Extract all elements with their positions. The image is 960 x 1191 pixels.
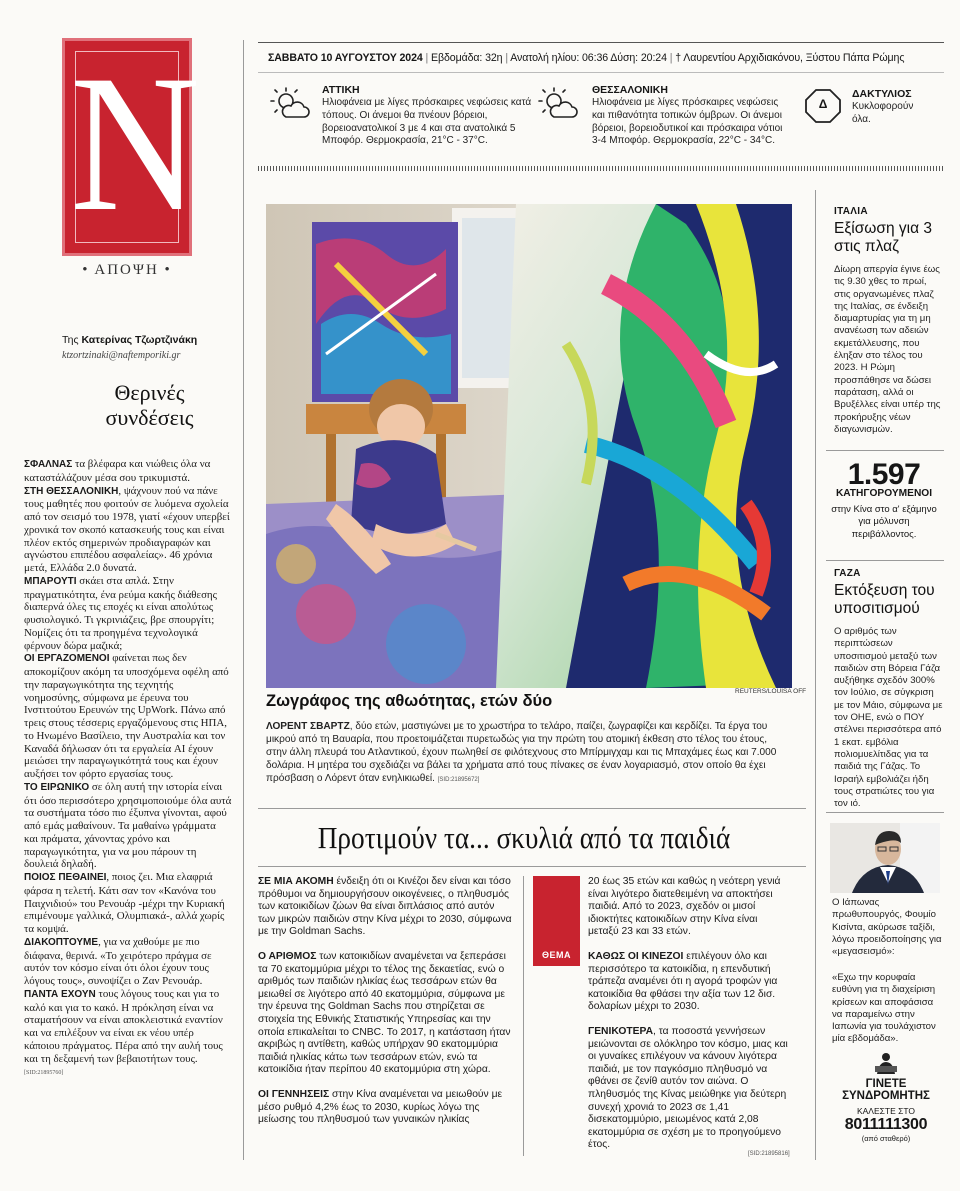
gaza-text: Ο αριθμός των περιπτώσεων υποσιτισμού μεταξύ των παιδιών στη Βόρεια Γάζα αυξήθηκε σχεδόν 300% τον Ιούλιο, σε σύγκριση με τον Μάιο, σύμφωνα με τον ΟΗΕ, ενώ ο ΠΟΥ στέλνει περισσότερα από 1 εκατ. εμβόλια πολιομυελίτιδας για τα παιδιά της Γάζας. Το Ισραήλ εμβολιάζει ήδη τους στρατιώτες του για τον ιό. — [834, 626, 943, 810]
paragraph-lead: ΟΙ ΕΡΓΑΖΟΜΕΝΟΙ — [24, 653, 110, 665]
sun-times: Ανατολή ηλίου: 06:36 Δύση: 20:24 — [510, 52, 667, 64]
traffic-ring-badge: Δ — [818, 97, 828, 111]
reader-icon — [871, 1052, 901, 1076]
column-paragraph — [24, 936, 232, 988]
italy-text: Δίωρη απεργία έγινε έως τις 9.30 χθες το πρωί, στις οργανωμένες πλαζ της Ιταλίας, σε ένδειξη διαμαρτυρίας για τη μη ανανέωση των αδειών εκμετάλλευσης, που έληξαν στο τέλος του 2023. Η Ρώμη προσπάθησε να δώσει παράταση, αλλά οι Βρυξέλλες είναι υπέρ της προκήρυξης νέων διαγωνισμών. — [834, 264, 941, 435]
subscribe-line-2: ΣΥΝΔΡΟΜΗΤΗΣ — [842, 1090, 930, 1102]
column-paragraph — [24, 871, 232, 936]
photo-caption-body — [266, 720, 790, 787]
week-number: Εβδομάδα: 32η — [431, 52, 503, 64]
paragraph-text: , τα ποσοστά γεννήσεων μειώνονται σε ολόκληρο τον κόσμο, μιας και οι γυναίκες επιλέγουν να κάνουν λιγότερα παιδιά, με τον παγκόσμιο πληθυσμό να φθάνει σε ζενίθ αυτόν τον αιώνα. Ο πληθυσμός της Κίνας μειώθηκε για δεύτερη συνεχή χρονιά το 2023 σε 1,41 δισεκατομμύριο, μειωμένος κατά 2,08 εκατομμύρια σε σχέση με το προηγούμενο έτος. — [588, 1025, 788, 1151]
paragraph-text: 20 έως 35 ετών και καθώς η νεότερη γενιά είναι λιγότερο διατεθειμένη να αποκτήσει παιδιά. Από το 2023, σχεδόν οι μισοί ιδιοκτήτες κατοικιδίων στην Κίνα είναι μεταξύ 23 και 33 ετών. — [588, 876, 781, 938]
column-paragraph — [24, 988, 232, 1080]
theme-tag-label: ΘΕΜΑ — [542, 950, 571, 960]
author-name: Κατερίνας Τζωρτζινάκη — [81, 334, 198, 346]
column-title-line-2: συνδέσεις — [105, 405, 194, 430]
feature-sid: [SID:21895816] — [748, 1151, 790, 1157]
big-number-text: στην Κίνα στο α' εξάμηνο για μόλυνση περιβάλλοντος. — [831, 504, 937, 540]
column-paragraph — [24, 575, 232, 653]
feature-paragraph — [588, 876, 788, 939]
weather-text-attica: Ηλιοφάνεια με λίγες πρόσκαιρες νεφώσεις κατά τόπους. Οι άνεμοι θα πνέουν βόρειοι, βορειοανατολικοί 3 με 4 και στα ανατολικά 5 Μποφόρ. Θερμοκρασία, 21°C - 37°C. — [322, 97, 532, 147]
header-dotted-rule — [258, 166, 944, 171]
feature-headline: Προτιμούν τα... σκυλιά από τα παιδιά — [317, 820, 731, 855]
italy-title: Εξίσωση για 3 στις πλαζ — [834, 220, 932, 255]
photo-credit: REUTERS/LOUISA OFF — [735, 688, 807, 695]
feature-top-rule — [258, 808, 806, 809]
partly-cloudy-icon — [266, 86, 314, 124]
partly-cloudy-icon — [534, 86, 582, 124]
weather-text-daktylios: Κυκλοφορούν όλα. — [852, 101, 914, 125]
saints-day: † Λαυρεντίου Αρχιδιακόνου, Ξύστου Πάπα Ρώμης — [675, 52, 905, 64]
column-title — [62, 380, 237, 430]
weather-region-daktylios: ΔΑΚΤΥΛΙΟΣ — [852, 88, 912, 100]
paragraph-lead: ΜΠΑΡΟΥΤΙ — [24, 575, 77, 587]
paragraph-text: επιλέγουν όλο και περισσότερο τα κατοικίδια, η επενδυτική τράπεζα αναμένει ότι η αγορά τροφών για κατοικίδια θα φθάσει την αξία των 12 δισ. δολαρίων μέχρι το 2030. — [588, 950, 778, 1013]
column-paragraph — [24, 781, 232, 871]
author-email[interactable]: ktzortzinaki@naftemporiki.gr — [62, 350, 181, 361]
paragraph-lead: Ο ΑΡΙΘΜΟΣ — [258, 950, 317, 962]
sidebar-rule — [826, 560, 944, 561]
paragraph-lead: ΟΙ ΓΕΝΝΗΣΕΙΣ — [258, 1088, 330, 1100]
date: ΣΑΒΒΑΤΟ 10 ΑΥΓΟΥΣΤΟΥ 2024 — [268, 52, 423, 64]
logo-letter: N — [69, 35, 201, 252]
newspaper-logo — [62, 35, 201, 256]
paragraph-lead: ΠΑΝΤΑ ΕΧΟΥΝ — [24, 988, 96, 1000]
column-paragraph — [24, 485, 232, 575]
subscribe-box[interactable] — [836, 1052, 936, 1143]
dateline: ΣΑΒΒΑΤΟ 10 ΑΥΓΟΥΣΤΟΥ 2024 | Εβδομάδα: 32η | Ανατολή ηλίου: 06:36 Δύση: 20:24 | † Λαυρεντίου Αρχιδιακόνου, Ξύστου Πάπα Ρώμης — [268, 52, 905, 64]
header-sub-rule — [258, 72, 944, 73]
feature-column-divider — [523, 876, 524, 1156]
paragraph-text: φαίνεται πως δεν αποκομίζουν ακόμη τα υποσχόμενα οφέλη από την παραγωγικότητα της τεχνητής νοημοσύνης, σύμφωνα με έρευνα του Ινστιτούτου Ερευνών της UpWork. Πάνω από τρεις στους τέσσερις εργαζόμενους στις ΗΠΑ, το Ηνωμένο Βασίλειο, την Αυστραλία και τον Καναδά δήλωσαν ότι τα εργαλεία AI έχουν μειώσει την παραγωγικότητά τους και έχουν αυξήσει τον φόρτο εργασίας τους. — [24, 652, 229, 780]
paragraph-text: στην Κίνα αναμένεται να μειωθούν με μέσο ρυθμό 4,2% έως το 2030, κυρίως λόγω της μείωσης του πληθυσμού των γυναικών ηλικίας — [258, 1088, 503, 1126]
italy-kicker: ΙΤΑΛΙΑ — [834, 206, 868, 217]
header-top-rule — [258, 42, 944, 43]
weather-region-attica: ΑΤΤΙΚΗ — [322, 84, 360, 96]
japan-text: Ο Ιάπωνας πρωθυπουργός, Φουμίο Κισίντα, ακύρωσε ταξίδι, λόγω προειδοποίησης για «μεγασεισμό»: — [832, 897, 942, 958]
paragraph-text: ένδειξη ότι οι Κινέζοι δεν είναι και τόσο πρόθυμοι να δημιουργήσουν οικογένειες, ο πληθυσμός των κατοικιδίων ζώων θα είναι διπλάσιος από αυτόν των μικρών παιδιών στην Κίνα μέχρι το 2030, σύμφωνα με την Goldman Sachs. — [258, 876, 512, 938]
paragraph-lead: ΠΟΙΟΣ ΠΕΘΑΙΝΕΙ — [24, 872, 107, 883]
paragraph-text: σε όλη αυτή την ιστορία είναι ότι όσο περισσότερο χρησιμοποιούμε όλα αυτά τα συστήματα τόσο πιο έξυπνα γίνονται, αφού από εμάς μαθαίνουν. Τα μαθαίνω γράμματα και πράματα, χάνοντας χρόνο και παραγωγικότητα, για να μου πάρουν τη δουλειά δηλαδή. — [24, 780, 232, 871]
column-divider — [243, 40, 244, 1160]
column-title-line-1: Θερινές — [114, 380, 185, 405]
photo-caption-title: Ζωγράφος της αθωότητας, ετών δύο — [266, 692, 553, 710]
paragraph-text: τα βλέφαρα και νιώθεις όλα να καταστάλάζουν μέσα σου τρικυμιστά. — [24, 458, 211, 484]
gaza-title: Εκτόξευση του υποσιτισμού — [834, 582, 935, 617]
subscribe-call: ΚΑΛΕΣΤΕ ΣΤΟ — [856, 1106, 916, 1116]
section-label: • ΑΠΟΨΗ • — [82, 262, 172, 278]
paragraph-text: , για να χαθούμε με πιο διάφανα, θερινά. «Το χειρότερο πράγμα σε αυτόν τον κόσμο είναι ότι όλοι έχουν τους λόγους τους», συνοψίζει ο Ζαν Ρενουάρ. — [24, 935, 212, 987]
caption-lead: ΛΟΡΕΝΤ ΣΒΑΡΤΖ — [266, 721, 350, 732]
theme-tag — [533, 876, 580, 966]
feature-paragraph — [258, 876, 514, 939]
feature-title-rule — [258, 866, 806, 867]
column-sid: [SID:21895760] — [24, 1070, 64, 1077]
paragraph-lead: ΣΤΗ ΘΕΣΣΑΛΟΝΙΚΗ — [24, 485, 119, 497]
paragraph-text: , ψάχνουν πού να πάνε τους μαθητές που φοιτούν σε λυόμενα σχολεία από τον σεισμό του 1978, γιατί «έχουν υπερβεί χρονικά τον σκοπό κατασκευής τους και είναι πλέον εκτός σημερινών προδιαγραφών και αγνώστου επιπέδου ασφαλείας». 46 χρόνια μετά, Ελλάδα 2.0 δυνατά. — [24, 484, 230, 574]
column-paragraph — [24, 652, 232, 781]
feature-paragraph — [588, 1026, 788, 1152]
weather-region-thessaloniki: ΘΕΣΣΑΛΟΝΙΚΗ — [592, 84, 668, 96]
column-paragraph — [24, 458, 232, 485]
paragraph-lead: ΚΑΘΩΣ ΟΙ ΚΙΝΕΖΟΙ — [588, 950, 684, 962]
caption-text: , δύο ετών, μαστιγώνει με το χρωστήρα το τελάρο, παίζει, ζωγραφίζει και κερδίζει. Τα έργα του μικρού από τη Βαυαρία, που προετοιμάζεται πυρετωδώς για την πρώτη του ατομική έκθεση στο τέλος του έτους, στην άλλη πλευρά του Ατλαντικού, έχουν πωληθεί σε φιλότεχνους στο Μπίρμιγχαμ και τις Μπαχάμες έως και 7.000 δολάρια. Η μητέρα του σχεδιάζει να βάλει τα χρήματα από τους πίνακες σε έναν λογαριασμό, στον οποίο θα έχει πρόσβαση ο Λόρεντ όταν ενηλικιωθεί. — [266, 721, 777, 784]
subscribe-line-1: ΓΙΝΕΤΕ — [865, 1078, 907, 1090]
child-painter-photo — [266, 204, 792, 688]
paragraph-text: σκάει στα απλά. Στην πραγματικότητα, ένα ρεύμα κακής διάθεσης διαπερνά όλες τις εποχές κι είναι απολύτως φυσιολογικό. Τι γκρινιάζεις, βρε σπουργίτι; Νομίζεις ότι τα προηγμένα τεχνολογικά φέρνουν δώρα μαζικά; — [24, 574, 217, 652]
paragraph-lead: ΤΟ ΕΙΡΩΝΙΚΟ — [24, 781, 90, 793]
author-prefix: Της — [62, 334, 79, 346]
paragraph-lead: ΓΕΝΙΚΟΤΕΡΑ — [588, 1025, 654, 1037]
feature-column-2 — [588, 876, 788, 1164]
sidebar-divider — [815, 190, 816, 1160]
gaza-kicker: ΓΑΖΑ — [834, 568, 861, 579]
weather-text-thessaloniki: Ηλιοφάνεια με λίγες πρόσκαιρες νεφώσεις και πιθανότητα τοπικών όμβρων. Οι άνεμοι βόρειοι, βορειοδυτικοί και πρόσκαιρα νότιοι 3-4 Μποφόρ. Θερμοκρασία, 22°C - 34°C. — [592, 97, 783, 147]
sidebar-rule — [826, 812, 944, 813]
paragraph-lead: ΣΦΑΛΝΑΣ — [24, 459, 73, 470]
japan-quote: «Εχω την κορυφαία ευθύνη για τη διαχείριση κρίσεων και αποφάσισα να παραμείνω στην Ιαπωνία για τουλάχιστον μία εβδομάδα». — [832, 972, 936, 1045]
paragraph-lead: ΣΕ ΜΙΑ ΑΚΟΜΗ — [258, 876, 334, 887]
feature-column-1 — [258, 876, 514, 1139]
big-number-label: ΚΑΤΗΓΟΡΟΥΜΕΝΟΙ — [835, 488, 933, 499]
prime-minister-portrait — [830, 823, 940, 893]
subscribe-phone[interactable]: 8011111300 — [844, 1116, 928, 1133]
paragraph-text: , ποιος ζει. Μια ελαφριά φάρσα η τελετή. Κάτι σαν τον «Κανόνα του Παιχνιδιού» του Ρενουάρ -μέχρι την Κυριακή επιμένουμε γαλλικά, Ολυμπιακά-, αλλά χωρίς τα κομψά. — [24, 871, 225, 935]
paragraph-text: τους λόγους τους και για το καλό και για το κακό. Η πρόκληση είναι να σταματήσουν να είναι αποκλειστικά εναντίον και να επιλέξουν να είναι εκ νέου υπέρ κάποιου πράγματος. Πέρα από την αυλή τους και τη δεξαμενή των βεβαιοτήτων τους. — [24, 987, 223, 1065]
feature-paragraph — [258, 1089, 514, 1127]
paragraph-text: των κατοικιδίων αναμένεται να ξεπεράσει τα 70 εκατομμύρια μέχρι το τέλος της δεκαετίας, ενώ ο αριθμός των παιδιών ηλικίας έως τεσσάρων ετών θα μειωθεί σε λιγότερο από 40 εκατομμύρια, σύμφωνα με την έρευνα της Goldman Sachs που στηρίζεται σε στοιχεία της Εθνικής Στατιστικής Υπηρεσίας και την οποία επικαλείται το CNBC. Το 2017, η κατάσταση ήταν ακριβώς η αντίθετη, καθώς υπήρχαν 90 εκατομμύρια παιδιά ηλικίας κάτω των τεσσάρων ετών, ενώ τα κατοικίδια ήταν περίπου 40 εκατομμύρια στη χώρα. — [258, 950, 511, 1076]
feature-paragraph — [258, 951, 514, 1077]
paragraph-lead: ΔΙΑΚΟΠΤΟΥΜΕ — [24, 936, 99, 948]
sidebar-rule — [826, 450, 944, 451]
feature-paragraph — [588, 951, 788, 1014]
big-number: 1.597 — [847, 458, 921, 491]
caption-sid: [SID:21895672] — [437, 777, 480, 783]
author-byline — [62, 334, 242, 346]
column-body — [24, 458, 232, 1080]
subscribe-note: (από σταθερό) — [861, 1134, 911, 1143]
